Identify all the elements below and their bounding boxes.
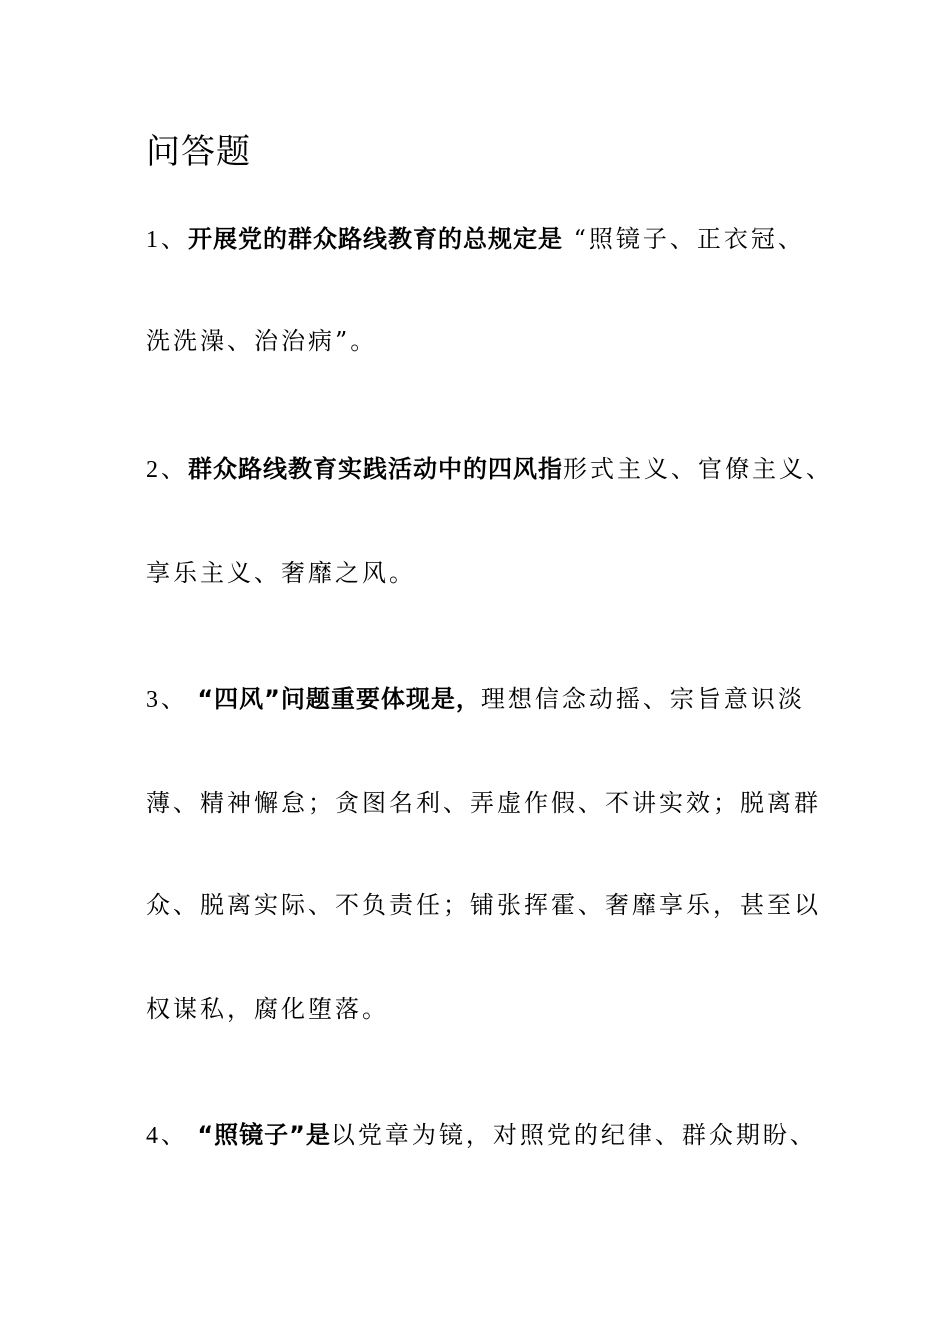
question-3-text: 理想信念动摇、宗旨意识淡 bbox=[480, 685, 805, 713]
question-4-number: 4、 bbox=[146, 1123, 188, 1149]
page-title: 问答题 bbox=[146, 132, 251, 172]
question-1-heading: 开展党的群众路线教育的总规定是 bbox=[188, 225, 563, 253]
question-4-text: 以党章为镜，对照党的纪律、群众期盼、 bbox=[330, 1121, 817, 1149]
question-2-heading: 群众路线教育实践活动中的四风指 bbox=[188, 455, 563, 483]
question-3-line-1 bbox=[146, 682, 805, 717]
question-3-number: 3、 bbox=[146, 687, 188, 713]
question-4-heading: “照镜子”是 bbox=[188, 1121, 331, 1149]
question-2-line-2: 享乐主义、奢靡之风。 bbox=[146, 559, 416, 587]
question-2-text: 形式主义、官僚主义、 bbox=[563, 455, 833, 483]
question-3-line-2: 薄、精神懈怠；贪图名利、弄虚作假、不讲实效；脱离群 bbox=[146, 789, 821, 817]
question-4-line-1 bbox=[146, 1118, 817, 1153]
question-1-line-1 bbox=[146, 222, 805, 257]
question-2-number: 2、 bbox=[146, 457, 188, 483]
question-1-number: 1、 bbox=[146, 227, 188, 253]
question-3-line-3: 众、脱离实际、不负责任；铺张挥霍、奢靡享乐，甚至以 bbox=[146, 891, 821, 919]
question-1-line-2: 洗洗澡、治治病”。 bbox=[146, 327, 378, 355]
question-1-text: “照镜子、正衣冠、 bbox=[563, 225, 805, 253]
question-3-line-4: 权谋私，腐化堕落。 bbox=[146, 995, 389, 1023]
question-2-line-1 bbox=[146, 452, 833, 487]
question-3-heading: “四风”问题重要体现是， bbox=[188, 685, 481, 713]
